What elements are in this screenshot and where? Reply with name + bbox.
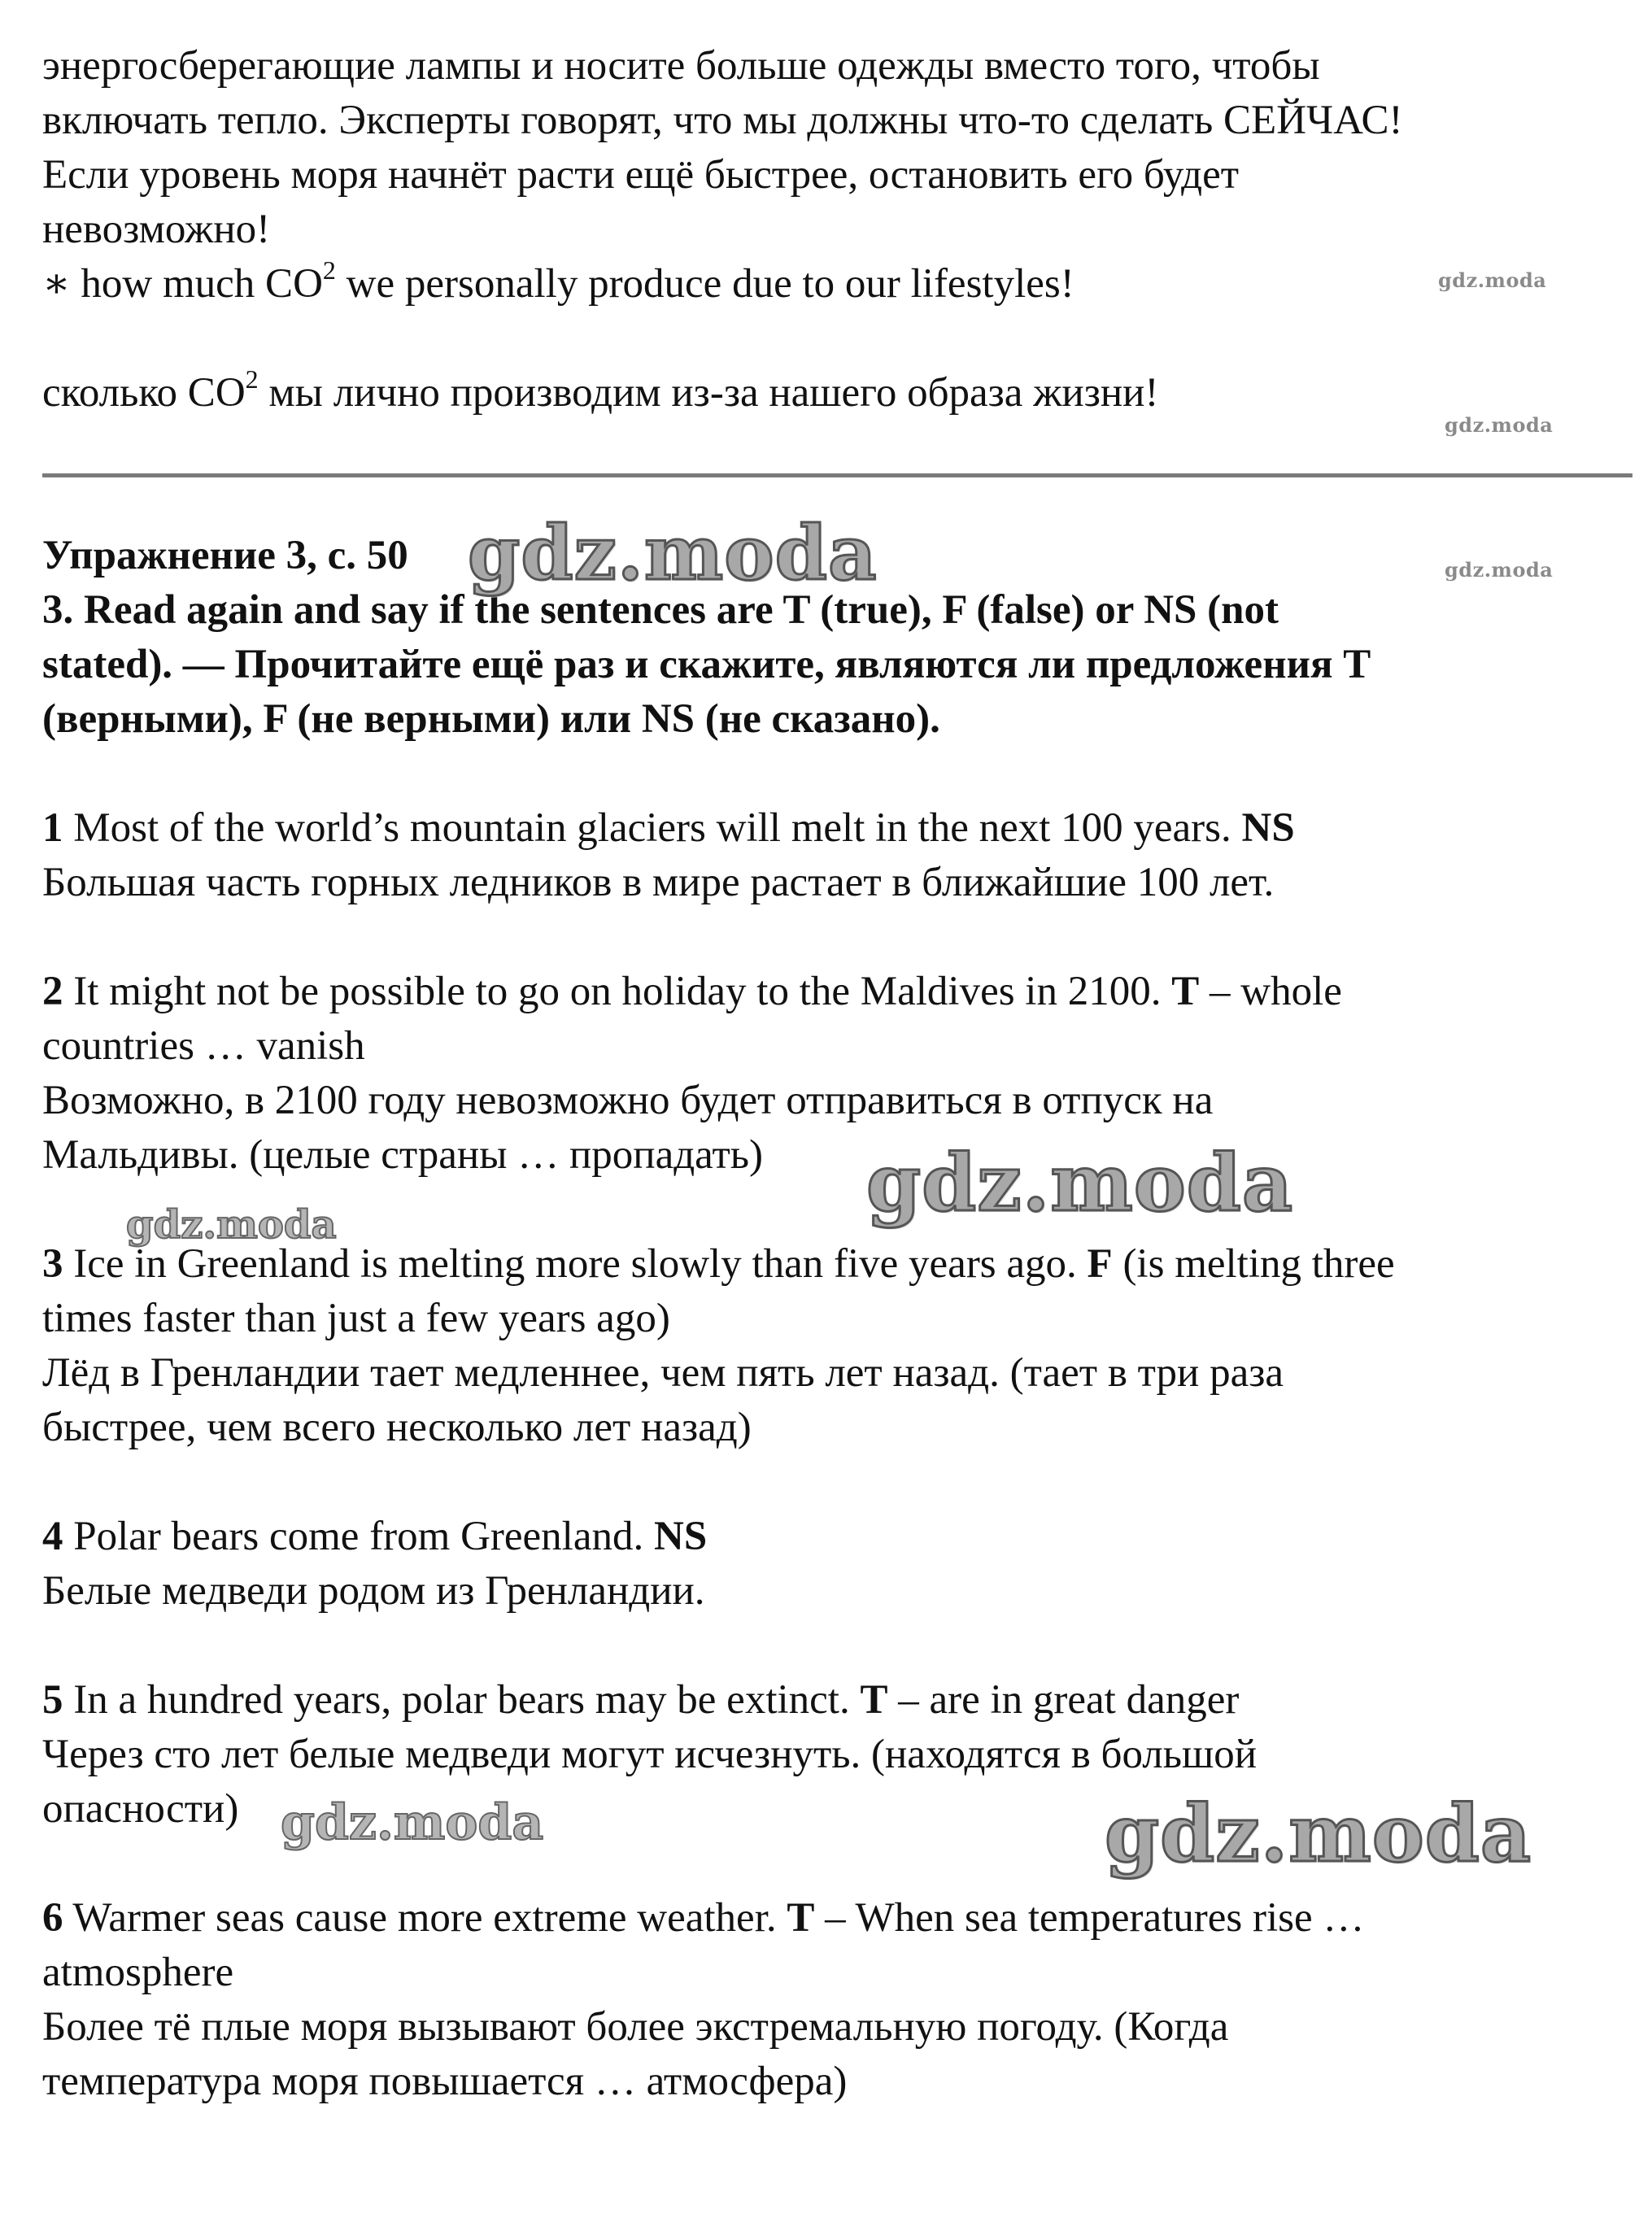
top-line-4: невозможно!: [42, 207, 271, 252]
item-5-ru-1: Через сто лет белые медведи могут исчезнуть. (находятся в большой: [42, 1732, 1258, 1777]
watermark-small-2: gdz.moda: [1445, 413, 1554, 437]
watermark-small-1: gdz.moda: [1438, 268, 1547, 292]
item-2-en-cont: countries … vanish: [42, 1023, 365, 1069]
exercise-heading: Упражнение 3, с. 50: [42, 533, 408, 578]
footnote-en-suffix: we personally produce due to our lifestyles!: [335, 261, 1074, 307]
instruction-line-3: (верными), F (не верными) или NS (не сказано).: [42, 696, 940, 742]
item-3-ru-1: Лёд в Гренландии тает медленнее, чем пять лет назад. (тает в три раза: [42, 1350, 1284, 1396]
item-5-text: In a hundred years, polar bears may be extinct.: [63, 1677, 861, 1723]
item-6-tail: – When sea temperatures rise …: [814, 1895, 1365, 1941]
watermark-large-1: gdz.moda: [468, 509, 878, 597]
item-1-en: [42, 801, 1628, 856]
top-line-1: энергосберегающие лампы и носите больше одежды вместо того, чтобы: [42, 43, 1320, 89]
item-2-en: [42, 965, 1628, 1019]
footnote-ru-prefix: сколько CO: [42, 370, 246, 416]
item-3-tail: (is melting three: [1112, 1241, 1395, 1287]
item-4-answer: NS: [653, 1514, 708, 1559]
item-3-ru-2: быстрее, чем всего несколько лет назад): [42, 1405, 752, 1450]
item-3-number: 3: [42, 1241, 63, 1287]
instruction-line-1: 3. Read again and say if the sentences are T (true), F (false) or NS (not: [42, 587, 1279, 633]
item-5-answer: T: [860, 1677, 888, 1723]
item-4-ru: Белые медведи родом из Гренландии.: [42, 1568, 705, 1614]
watermark-large-3: gdz.moda: [1105, 1788, 1532, 1880]
watermark-medium-2: gdz.moda: [281, 1794, 544, 1851]
item-6-answer: T: [787, 1895, 815, 1941]
watermark-medium-1: gdz.moda: [126, 1202, 337, 1248]
item-5-ru-2: опасности): [42, 1786, 239, 1832]
footnote-en-sup: 2: [322, 255, 336, 285]
item-2-ru-2: Мальдивы. (целые страны … пропадать): [42, 1132, 764, 1178]
footnote-ru: [42, 366, 1628, 421]
top-line-2: включать тепло. Эксперты говорят, что мы должны что-то сделать СЕЙЧАС!: [42, 98, 1403, 143]
item-3-text: Ice in Greenland is melting more slowly than five years ago.: [63, 1241, 1088, 1287]
item-3-en-cont: times faster than just a few years ago): [42, 1296, 670, 1341]
item-1-number: 1: [42, 805, 63, 851]
item-5-tail: – are in great danger: [887, 1677, 1240, 1723]
item-1-answer: NS: [1241, 805, 1295, 851]
watermark-small-3: gdz.moda: [1445, 558, 1554, 582]
item-4-text: Polar bears come from Greenland.: [63, 1514, 654, 1559]
item-2-answer: T: [1171, 969, 1200, 1014]
item-6-number: 6: [42, 1895, 63, 1941]
item-5-en: [42, 1673, 1628, 1728]
item-5-number: 5: [42, 1677, 63, 1723]
watermark-large-2: gdz.moda: [866, 1137, 1294, 1229]
item-2-ru-1: Возможно, в 2100 году невозможно будет отправиться в отпуск на: [42, 1078, 1214, 1123]
item-6-text: Warmer seas cause more extreme weather.: [63, 1895, 787, 1941]
section-divider: [42, 473, 1632, 477]
instruction-line-2: stated). — Прочитайте ещё раз и скажите, являются ли предложения T: [42, 642, 1371, 687]
item-2-text: It might not be possible to go on holiday to the Maldives in 2100.: [63, 969, 1172, 1014]
item-6-en-cont: atmosphere: [42, 1950, 234, 1995]
footnote-en-prefix: ∗ how much CO: [42, 261, 323, 307]
top-line-3: Если уровень моря начнёт расти ещё быстрее, остановить его будет: [42, 152, 1240, 198]
footnote-ru-sup: 2: [245, 364, 259, 394]
item-6-ru-2: температура моря повышается … атмосфера): [42, 2059, 848, 2104]
item-6-en: [42, 1891, 1628, 1946]
item-6-ru-1: Более тё плые моря вызывают более экстремальную погоду. (Когда: [42, 2004, 1229, 2050]
footnote-ru-suffix: мы лично производим из-за нашего образа жизни!: [258, 370, 1159, 416]
footnote-en: [42, 257, 1628, 312]
item-1-text: Most of the world’s mountain glaciers will melt in the next 100 years.: [63, 805, 1242, 851]
item-4-number: 4: [42, 1514, 63, 1559]
item-1-ru: Большая часть горных ледников в мире растает в ближайшие 100 лет.: [42, 860, 1275, 905]
item-4-en: [42, 1510, 1628, 1564]
item-2-tail: – whole: [1199, 969, 1342, 1014]
item-2-number: 2: [42, 969, 63, 1014]
item-3-answer: F: [1087, 1241, 1113, 1287]
